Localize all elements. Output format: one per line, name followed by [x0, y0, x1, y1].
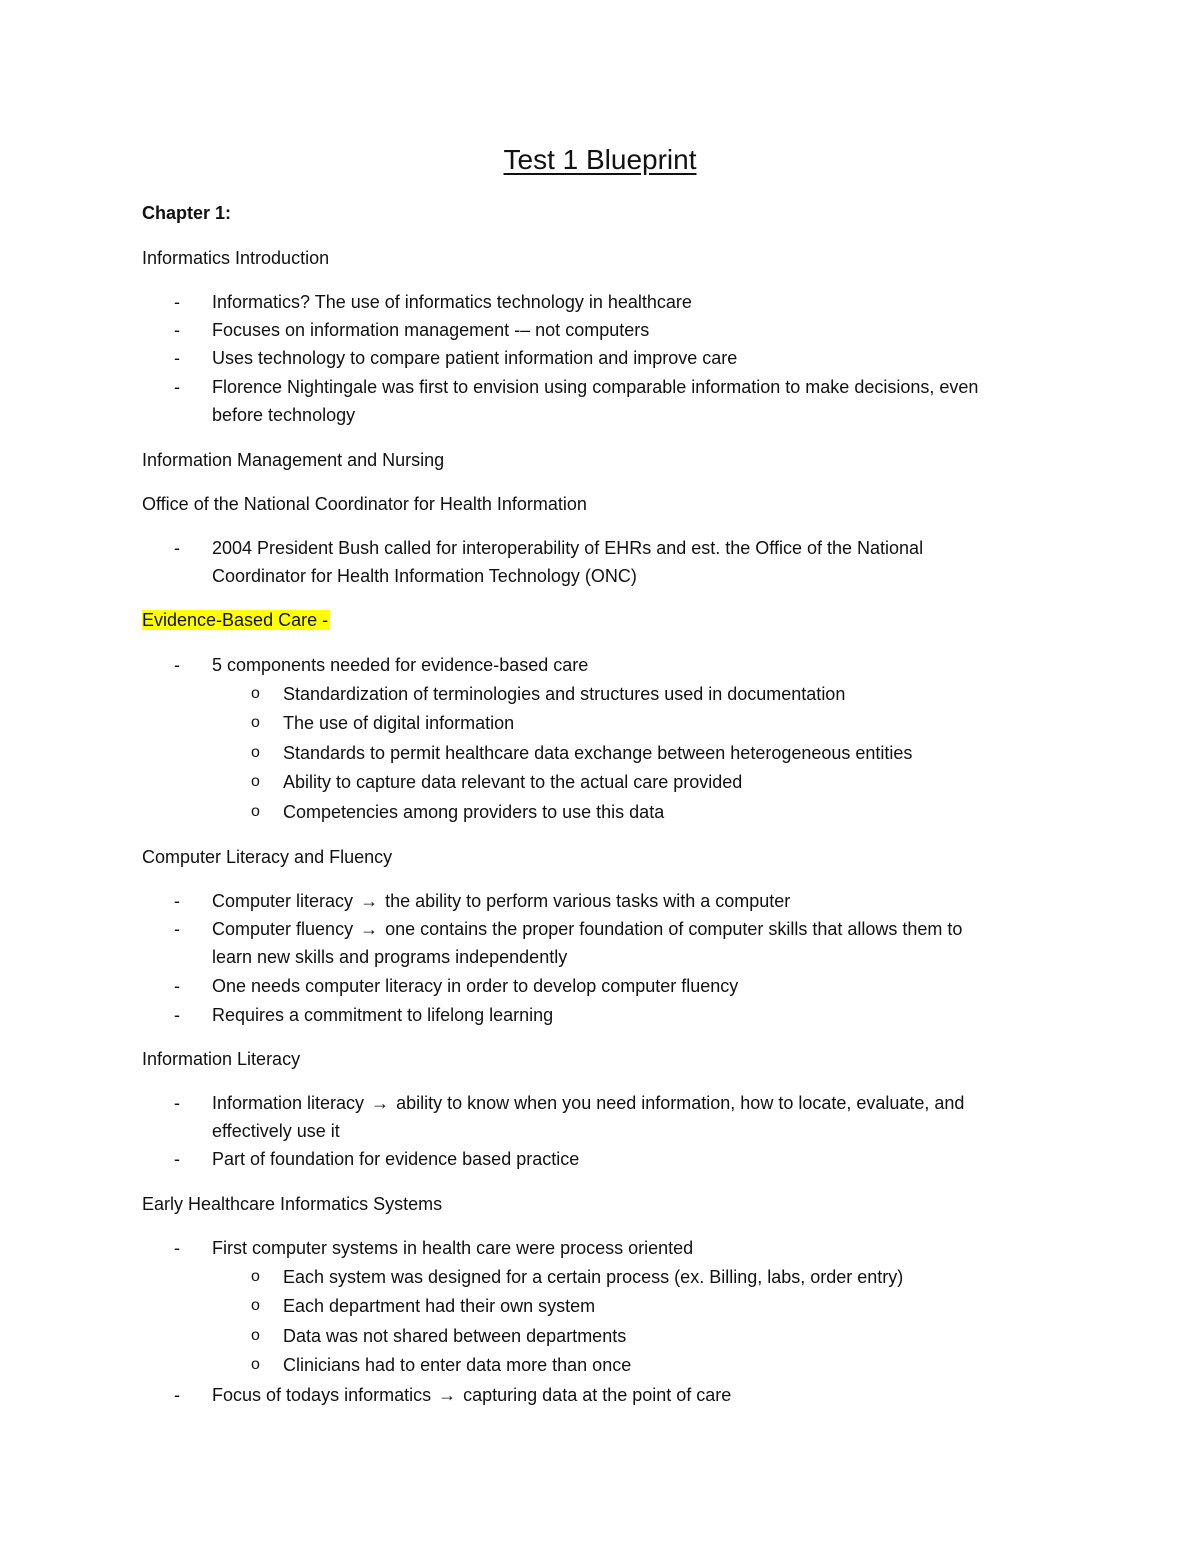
arrow-right-icon: →: [360, 919, 379, 939]
term-information-literacy: Information literacy: [212, 1093, 365, 1113]
list-item: [212, 917, 962, 941]
sub-list-item: Each system was designed for a certain process (ex. Billing, labs, order entry): [283, 1267, 904, 1287]
circle-bullet-icon: o: [251, 744, 260, 761]
sub-list-item: Data was not shared between departments: [283, 1326, 627, 1346]
section-heading-informatics-intro: Informatics Introduction: [142, 248, 330, 268]
circle-bullet-icon: o: [251, 714, 260, 731]
dash-marker: -: [174, 655, 180, 675]
term-focus: Focus of todays informatics: [212, 1385, 432, 1405]
list-item-continuation: learn new skills and programs independently: [212, 947, 568, 967]
section-heading-computer-literacy: Computer Literacy and Fluency: [142, 847, 393, 867]
arrow-right-icon: →: [438, 1385, 457, 1405]
definition: the ability to perform various tasks with a computer: [385, 891, 791, 911]
dash-marker: -: [174, 976, 180, 996]
section-heading-onc: Office of the National Coordinator for Health Information: [142, 494, 587, 514]
dash-marker: -: [174, 292, 180, 312]
definition: one contains the proper foundation of computer skills that allows them to: [385, 919, 963, 939]
section-heading-evidence-based-care: [142, 608, 330, 632]
arrow-right-icon: →: [360, 891, 379, 911]
definition: capturing data at the point of care: [463, 1385, 732, 1405]
list-item: 2004 President Bush called for interoperability of EHRs and est. the Office of the National: [212, 538, 924, 558]
list-item: [212, 889, 790, 913]
dash-marker: -: [174, 1005, 180, 1025]
list-item-continuation: before technology: [212, 405, 356, 425]
definition: ability to know when you need information, how to locate, evaluate, and: [396, 1093, 965, 1113]
term-computer-fluency: Computer fluency: [212, 919, 354, 939]
dash-marker: -: [174, 320, 180, 340]
list-item: [212, 1091, 964, 1115]
sub-list-item: Each department had their own system: [283, 1296, 596, 1316]
list-item: Part of foundation for evidence based practice: [212, 1149, 580, 1169]
dash-marker: -: [174, 1093, 180, 1113]
list-item-continuation: Coordinator for Health Information Technology (ONC): [212, 566, 637, 586]
highlighted-heading-text: Evidence-Based Care -: [142, 610, 329, 630]
chapter-heading: Chapter 1:: [142, 203, 232, 223]
list-item: First computer systems in health care were process oriented: [212, 1238, 694, 1258]
circle-bullet-icon: o: [251, 1297, 260, 1314]
circle-bullet-icon: o: [251, 803, 260, 820]
list-item-continuation: effectively use it: [212, 1121, 340, 1141]
list-item: 5 components needed for evidence-based care: [212, 655, 589, 675]
dash-marker: -: [174, 1238, 180, 1258]
list-item: Florence Nightingale was first to envision using comparable information to make decisions, even: [212, 377, 979, 397]
arrow-right-icon: →: [371, 1093, 390, 1113]
sub-list-item: Standardization of terminologies and structures used in documentation: [283, 684, 846, 704]
list-item: Requires a commitment to lifelong learning: [212, 1005, 554, 1025]
list-item: Focuses on information management -– not computers: [212, 320, 650, 340]
sub-list-item: Clinicians had to enter data more than once: [283, 1355, 632, 1375]
list-item: Informatics? The use of informatics technology in healthcare: [212, 292, 692, 312]
section-heading-early-systems: Early Healthcare Informatics Systems: [142, 1194, 443, 1214]
circle-bullet-icon: o: [251, 1356, 260, 1373]
dash-marker: -: [174, 538, 180, 558]
list-item: Uses technology to compare patient information and improve care: [212, 348, 738, 368]
dash-marker: -: [174, 348, 180, 368]
dash-marker: -: [174, 1385, 180, 1405]
list-item: One needs computer literacy in order to develop computer fluency: [212, 976, 739, 996]
sub-list-item: The use of digital information: [283, 713, 515, 733]
circle-bullet-icon: o: [251, 685, 260, 702]
dash-marker: -: [174, 1149, 180, 1169]
sub-list-item: Ability to capture data relevant to the actual care provided: [283, 772, 743, 792]
list-item: [212, 1383, 731, 1407]
document-title: Test 1 Blueprint: [503, 144, 697, 175]
section-heading-info-management: Information Management and Nursing: [142, 450, 445, 470]
circle-bullet-icon: o: [251, 1327, 260, 1344]
sub-list-item: Competencies among providers to use this data: [283, 802, 665, 822]
circle-bullet-icon: o: [251, 773, 260, 790]
section-heading-information-literacy: Information Literacy: [142, 1049, 301, 1069]
dash-marker: -: [174, 377, 180, 397]
term-computer-literacy: Computer literacy: [212, 891, 354, 911]
sub-list-item: Standards to permit healthcare data exchange between heterogeneous entities: [283, 743, 913, 763]
dash-marker: -: [174, 919, 180, 939]
circle-bullet-icon: o: [251, 1268, 260, 1285]
dash-marker: -: [174, 891, 180, 911]
